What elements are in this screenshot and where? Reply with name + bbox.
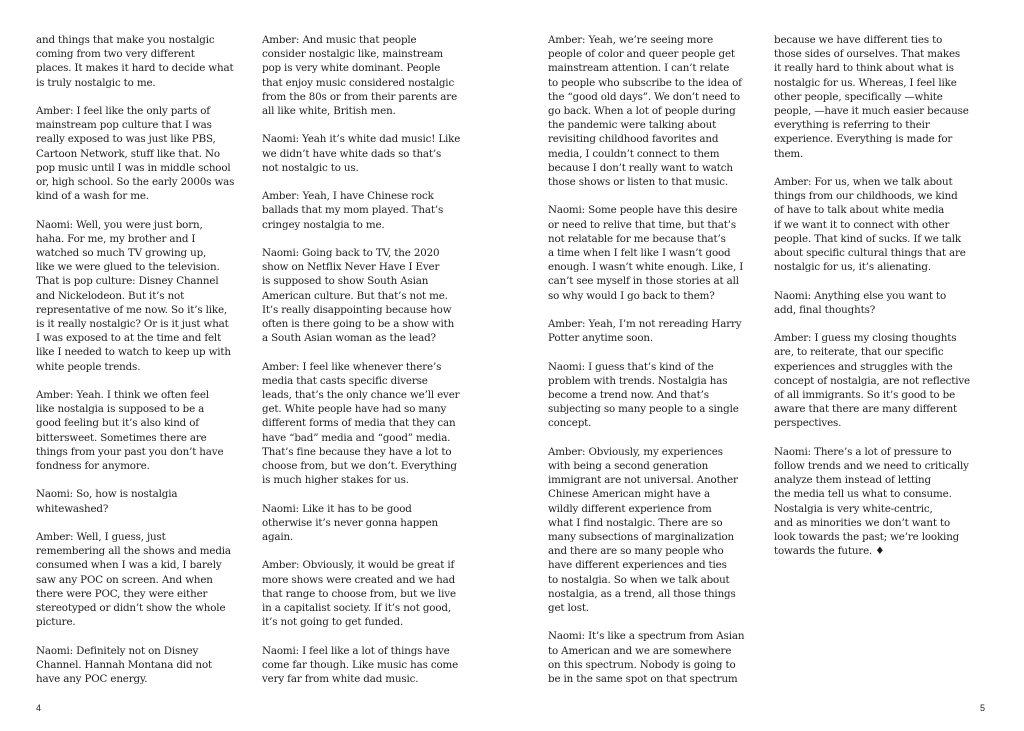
paragraph: Naomi: I guess that’s kind of the problem with trends. Nostalgia has become a trend now. And that’s subjecting so many people to a single concept. bbox=[548, 360, 739, 430]
paragraph: and things that make you nostalgic coming from two very different places. It makes it hard to decide what is truly nostalgic to me. bbox=[36, 34, 234, 89]
paragraph: Naomi: Some people have this desire or need to relive that time, but that’s not relatable for me because that’s a time when I felt like I wasn’t good enough. I wasn’t white enough. Like, I can’t see myself in those stories at all so why would I go back to them? bbox=[548, 204, 744, 302]
paragraph: Amber: And music that people consider nostalgic like, mainstream pop is very white dominant. People that enjoy music considered nostalgic from the 80s or from their parents are all like white, British men. bbox=[262, 34, 458, 118]
paragraph: Naomi: Well, you were just born, haha. For me, my brother and I watched so much TV growing up, like we were glued to the television. That is pop culture: Disney Channel and Nickelodeon. But it’s not representative of me now. So it’s like, is it really nostalgic? Or is it just what I was exposed to at the time and felt like I needed to watch to keep up with white people trends. bbox=[36, 218, 231, 373]
paragraph: Amber: For us, when we talk about things from our childhoods, we kind of have to talk about white media if we want it to connect with other people. That kind of sucks. If we talk about specific cultural things that are nostalgic for us, it’s alienating. bbox=[774, 176, 966, 274]
page-number-left: 4 bbox=[36, 703, 42, 713]
paragraph: Naomi: There’s a lot of pressure to follow trends and we need to critically analyze them instead of letting the media tell us what to consume. Nostalgia is very white-centric, and as minorities we don’t want to look towards the past; we’re looking towards the future. ♦ bbox=[774, 445, 969, 558]
text-column-1 bbox=[36, 33, 254, 700]
text-column-2 bbox=[262, 33, 480, 700]
paragraph: Naomi: Like it has to be good otherwise it’s never gonna happen again. bbox=[262, 502, 439, 544]
paragraph: Naomi: So, how is nostalgia whitewashed? bbox=[36, 488, 178, 515]
paragraph: Amber: I guess my closing thoughts are, to reiterate, that our specific experiences and struggles with the concept of nostalgia, are not reflective of all immigrants. So it’s good to be aware that there are many different perspectives. bbox=[774, 332, 970, 430]
paragraph: Naomi: Going back to TV, the 2020 show on Netflix Never Have I Ever is supposed to show South Asian American culture. But that’s not me. It’s really disappointing because how often is there going to be a show with a South Asian woman as the lead? bbox=[262, 247, 455, 345]
paragraph: Amber: Obviously, it would be great if more shows were created and we had that range to choose from, but we live in a capitalist society. If it’s not good, it’s not going to get funded. bbox=[262, 559, 456, 629]
paragraph: Naomi: It’s like a spectrum from Asian to American and we are somewhere on this spectrum. Nobody is going to be in the same spot on that spectrum bbox=[548, 630, 745, 686]
paragraph: Amber: Yeah. I think we often feel like nostalgia is supposed to be a good feeling but it’s also kind of bittersweet. Sometimes there are things from your past you don’t have fondness for anymore. bbox=[36, 389, 224, 473]
text-column-4 bbox=[774, 33, 992, 573]
text-column-3 bbox=[548, 33, 766, 700]
paragraph: Amber: Yeah, I have Chinese rock ballads that my mom played. That’s cringey nostalgia to me. bbox=[262, 190, 444, 231]
paragraph: Naomi: Yeah it’s white dad music! Like we didn’t have white dads so that’s not nostalgic to us. bbox=[262, 133, 461, 174]
paragraph: because we have different ties to those sides of ourselves. That makes it really hard to think about what is nostalgic for us. Whereas, I feel like other people, specifically —white people, —have it much easier because everything is referring to their experience. Everything is made for them. bbox=[774, 34, 969, 160]
paragraph: Amber: Yeah, we’re seeing more people of color and queer people get mainstream attention. I can’t relate to people who subscribe to the idea of the “good old days”. We don’t need to go back. When a lot of people during the pandemic were talking about revisiting childhood favorites and media, I couldn’t connect to them because I don’t really want to watch those shows or listen to that music. bbox=[548, 34, 742, 189]
paragraph: Amber: Yeah, I’m not rereading Harry Potter anytime soon. bbox=[548, 318, 742, 345]
paragraph: Amber: Well, I guess, just remembering all the shows and media consumed when I was a kid, I barely saw any POC on screen. And when there were POC, they were either stereotyped or didn’t show the whole picture. bbox=[36, 531, 231, 629]
paragraph: Naomi: Anything else you want to add, final thoughts? bbox=[774, 289, 947, 316]
paragraph: Naomi: Definitely not on Disney Channel. Hannah Montana did not have any POC energy. bbox=[36, 644, 213, 686]
page-number-right: 5 bbox=[980, 703, 986, 713]
paragraph: Amber: Obviously, my experiences with being a second generation immigrant are not universal. Another Chinese American might have a wildly different experience from what I find nostalgic. There are so many subsections of marginalization and there are so many people who have different experiences and ties to nostalgia. So when we talk about nostalgia, as a trend, all those things get lost. bbox=[548, 445, 738, 615]
paragraph: Naomi: I feel like a lot of things have come far though. Like music has come very far from white dad music. bbox=[262, 644, 459, 686]
paragraph: Amber: I feel like whenever there’s media that casts specific diverse leads, that’s the only chance we’ll ever get. White people have had so many different forms of media that they can have “bad” media and “good” media. That’s fine because they have a lot to choose from, but we don’t. Everything is much higher stakes for us. bbox=[262, 360, 460, 487]
paragraph: Amber: I feel like the only parts of mainstream pop culture that I was really exposed to was just like PBS, Cartoon Network, stuff like that. No pop music until I was in middle school or, high school. So the early 2000s was kind of a wash for me. bbox=[36, 105, 235, 203]
